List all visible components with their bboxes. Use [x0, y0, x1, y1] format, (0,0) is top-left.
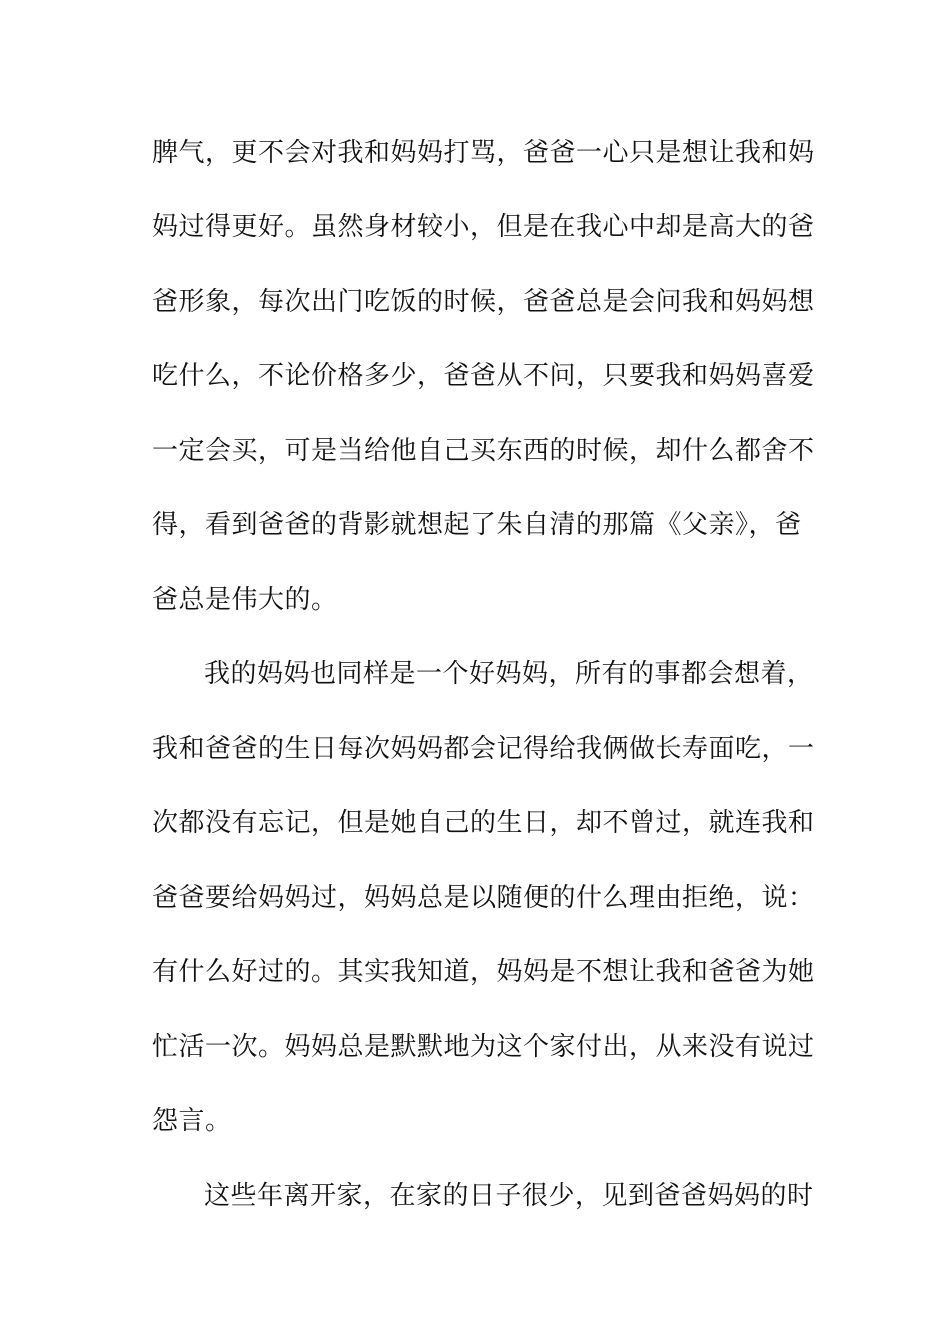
text-line: 一定会买，可是当给他自己买东西的时候，却什么都舍不: [152, 436, 815, 466]
text-line: 怨言。: [152, 1106, 232, 1136]
text-line: 脾气，更不会对我和妈妈打骂，爸爸一心只是想让我和妈: [152, 138, 815, 168]
text-line: 次都没有忘记，但是她自己的生日，却不曾过，就连我和: [152, 808, 815, 838]
paragraph-first-line: 我的妈妈也同样是一个好妈妈，所有的事都会想着，: [204, 659, 814, 689]
text-line: 忙活一次。妈妈总是默默地为这个家付出，从来没有说过: [152, 1032, 815, 1062]
paragraph-first-line: 这些年离开家，在家的日子很少，见到爸爸妈妈的时: [204, 1181, 814, 1211]
text-line: 有什么好过的。其实我知道，妈妈是不想让我和爸爸为她: [152, 957, 815, 987]
text-line: 得，看到爸爸的背影就想起了朱自清的那篇《父亲》，爸: [152, 510, 802, 540]
text-line: 爸爸要给妈妈过，妈妈总是以随便的什么理由拒绝，说：: [152, 883, 815, 913]
text-line: 妈过得更好。虽然身材较小，但是在我心中却是高大的爸: [152, 212, 815, 242]
text-line: 爸形象，每次出门吃饭的时候，爸爸总是会问我和妈妈想: [152, 287, 815, 317]
text-line: 我和爸爸的生日每次妈妈都会记得给我俩做长寿面吃，一: [152, 734, 815, 764]
text-line: 吃什么，不论价格多少，爸爸从不问，只要我和妈妈喜爱: [152, 361, 815, 391]
text-line: 爸总是伟大的。: [152, 585, 338, 615]
